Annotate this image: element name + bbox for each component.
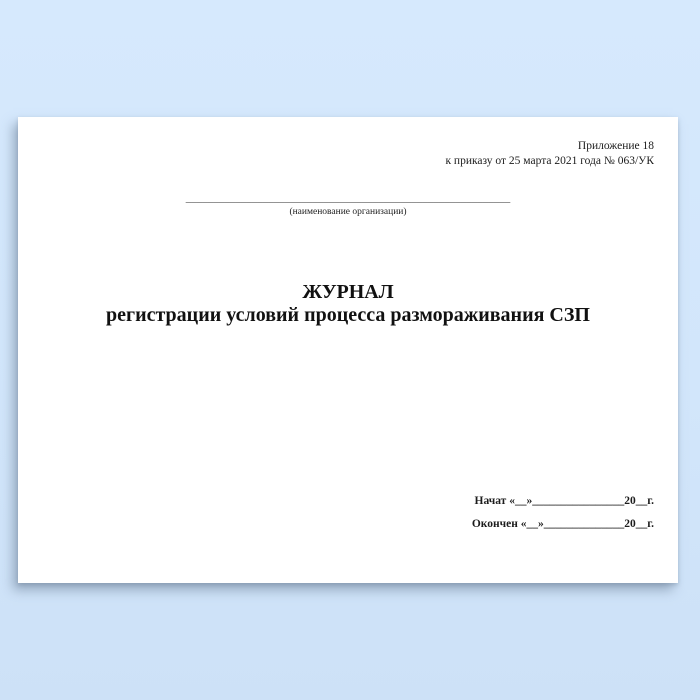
document-title-block [18,281,678,327]
organization-name-blank-line: ___________________________________________________________ [185,192,511,204]
journal-title: ЖУРНАЛ [302,281,394,303]
date-finished-line: Окончен «__»______________20__г. [471,518,654,530]
dates-section [472,494,654,531]
appendix-header [445,139,654,169]
journal-subtitle: регистрации условий процесса размораживания СЗП [106,304,590,326]
appendix-number: Приложение 18 [577,140,654,152]
appendix-order-reference: к приказу от 25 марта 2021 года № 063/УК [445,155,654,167]
date-started-line: Начат «__»________________20__г. [474,495,654,507]
document-page [18,117,678,583]
organization-section [18,191,678,218]
organization-caption: (наименование организации) [289,207,407,217]
